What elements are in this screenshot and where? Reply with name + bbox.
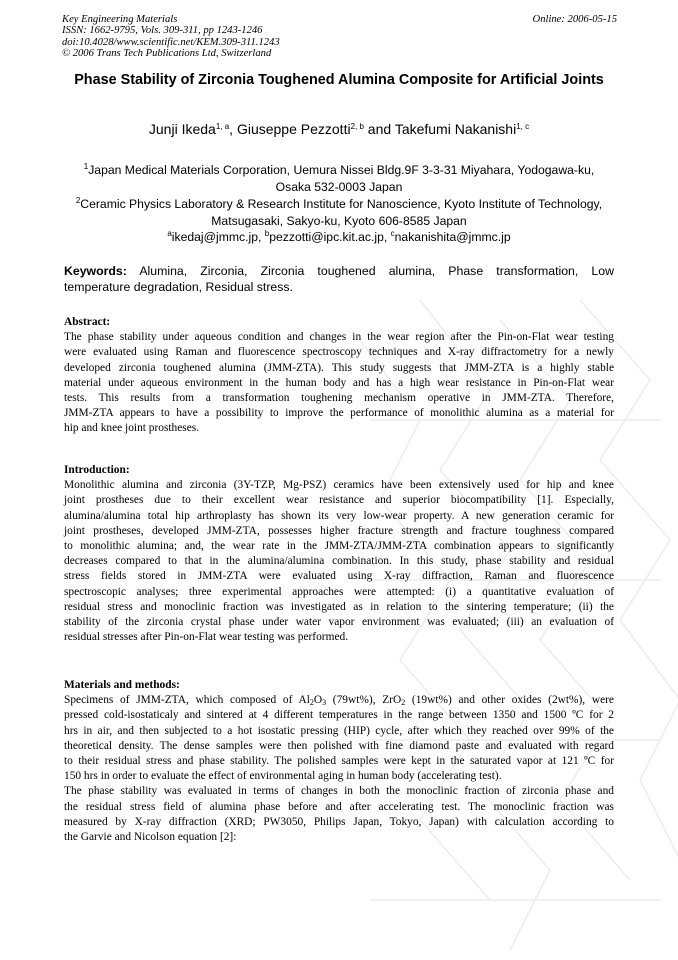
methods-line: hrs in air, and then subjected to a hot isostatic pressing (HIP) cycle, after which they reached over 99% of the (64, 724, 614, 737)
keywords-line: temperature degradation, Residual stress. (64, 280, 293, 294)
email-mark: a (167, 229, 172, 239)
abstract-section (64, 315, 614, 437)
affiliation-2 (30, 196, 648, 246)
author-affiliation-mark: 1, a (215, 122, 230, 131)
keywords-label: Keywords: (64, 264, 127, 278)
introduction-line: stress fields stored in JMM-ZTA were evaluated using X-ray diffraction, Raman and fluorescence (64, 570, 614, 583)
abstract-line: were evaluated using Raman and fluorescence spectroscopy techniques and X-ray diffractometry for a newly (64, 346, 614, 359)
introduction-line: decreases compared to that in the alumina/alumina combination. In this study, phase stability and residual (64, 555, 614, 568)
methods-line: to their residual stress and phase stability. The polished samples were kept in the saturated vapor at 121 ºC for (64, 755, 614, 768)
abstract-line: developed zirconia toughened alumina (JMM-ZTA). This study suggests that JMM-ZTA is a highly stable (64, 361, 614, 374)
abstract-heading: Abstract: (64, 316, 111, 328)
methods-heading: Materials and methods: (64, 679, 180, 691)
author-name: Takefumi Nakanishi (394, 121, 517, 137)
author-list (30, 121, 648, 137)
author-separator: , (229, 121, 237, 137)
email-line (30, 229, 648, 246)
methods-line: 150 hrs in order to evaluate the effect of environmental aging in human body (accelerating test). (64, 770, 502, 783)
introduction-line: residual stress and monoclinic fraction was investigated as in relation to the sintering temperature; (ii) the (64, 600, 614, 613)
email-address: pezzotti@ipc.kit.ac.jp, (269, 230, 391, 245)
journal-name: Key Engineering Materials (62, 14, 178, 25)
issn-line: ISSN: 1662-9795, Vols. 309-311, pp 1243-1246 (62, 25, 263, 37)
author-name: Giuseppe Pezzotti (236, 121, 351, 137)
methods-line: pressed cold-isostaticaly and sintered at 4 different temperatures in the range between 1350 and 1500 ºC for 2 (64, 709, 614, 722)
keywords-text: Alumina, Zirconia, Zirconia toughened alumina, Phase transformation, Low (126, 264, 614, 278)
introduction-line: residual stresses after Pin-on-Flat wear testing was performed. (64, 631, 349, 644)
methods-line: The phase stability was evaluated in terms of changes in both the monoclinic fraction of zirconia phase and (64, 785, 614, 798)
abstract-line: JMM-ZTA appears to have a possibility to improve the performance of monolithic alumina as a material for (64, 407, 614, 420)
introduction-heading: Introduction: (64, 464, 130, 476)
introduction-line: Monolithic alumina and zirconia (3Y-TZP, Mg-PSZ) ceramics have been extensively used for hip and knee (64, 479, 614, 492)
doi-line: doi:10.4028/www.scientific.net/KEM.309-311.1243 (62, 36, 280, 48)
copyright-line: © 2006 Trans Tech Publications Ltd, Switzerland (62, 48, 272, 60)
author-separator: and (363, 121, 395, 137)
affiliation-text: Japan Medical Materials Corporation, Uemura Nissei Bldg.9F 3-3-31 Miyahara, Yodogawa-ku, (88, 163, 595, 177)
affiliation-text: Matsugasaki, Sakyo-ku, Kyoto 606-8585 Japan (211, 213, 467, 228)
online-date: Online: 2006-05-15 (532, 14, 617, 25)
abstract-line: The phase stability under aqueous condition and changes in the wear region after the Pin-on-Flat wear testing (64, 331, 614, 344)
introduction-line: to monolithic alumina; and, the wear rate in the JMM-ZTA/JMM-ZTA combination appears to significantly (64, 540, 614, 553)
methods-line: theoretical density. The dense samples were then polished with fine diamond paste and evaluated with regard (64, 739, 614, 752)
author-affiliation-mark: 2, b (350, 122, 364, 131)
introduction-line: alumina/alumina total hip arthroplasty has shown its very low-wear property. A new generation ceramic for (64, 509, 614, 522)
methods-section (64, 678, 614, 845)
affiliation-mark: 1 (83, 162, 89, 171)
affiliation-1 (30, 162, 648, 195)
introduction-line: joint prostheses due to their excellent wear resistance and superior biocompatibility [1]. Especially, (64, 494, 614, 507)
keywords-line (64, 263, 614, 279)
methods-line: measured by X-ray diffraction (XRD; PW3050, Philips Japan, Tokyo, Japan) with calculation according to (64, 815, 614, 828)
methods-line: the residual stress field of alumina phase before and after accelerating test. The monoclinic fraction was (64, 800, 614, 813)
keywords-block (64, 263, 614, 295)
abstract-line: tests. This results from a transformation toughening mechanism operative in JMM-ZTA. Therefore, (64, 392, 614, 405)
affiliation-mark: 2 (75, 196, 81, 205)
email-mark: c (390, 229, 395, 239)
affiliation-text: Ceramic Physics Laboratory & Research Institute for Nanoscience, Kyoto Institute of Technology, (80, 197, 603, 211)
introduction-line: spectroscopic analyses; three experimental approaches were attempted: (i) a quantitative evaluation of (64, 585, 614, 598)
affiliation-text: Osaka 532-0003 Japan (275, 179, 403, 194)
abstract-line: hip and knee joint prostheses. (64, 422, 200, 435)
author-name: Junji Ikeda (148, 121, 216, 137)
introduction-line: joint prostheses, developed JMM-ZTA, possesses higher fracture strength and fracture toughness compared (64, 524, 614, 537)
abstract-line: material under aqueous environment in the human body and has a high wear resistance in Pin-on-Flat wear (64, 376, 614, 389)
introduction-section (64, 463, 614, 645)
email-address: nakanishita@jmmc.jp (394, 230, 511, 245)
paper-title: Phase Stability of Zirconia Toughened Alumina Composite for Artificial Joints (74, 72, 604, 88)
author-affiliation-mark: 1, c (516, 122, 530, 131)
methods-line: Specimens of JMM-ZTA, which composed of $Al_2O_3$ (79wt%), ZrO$_2$ (19wt%) and other oxides (2wt%), were (64, 694, 614, 708)
introduction-line: stability of the zirconia crystal phase under water vapor environment was evaluated; (iii) an evaluation of (64, 616, 614, 629)
methods-line: the Garvie and Nicolson equation [2]: (64, 831, 237, 844)
email-address: ikedaj@jmmc.jp, (171, 230, 265, 245)
journal-header (62, 14, 617, 60)
email-mark: b (264, 229, 270, 239)
